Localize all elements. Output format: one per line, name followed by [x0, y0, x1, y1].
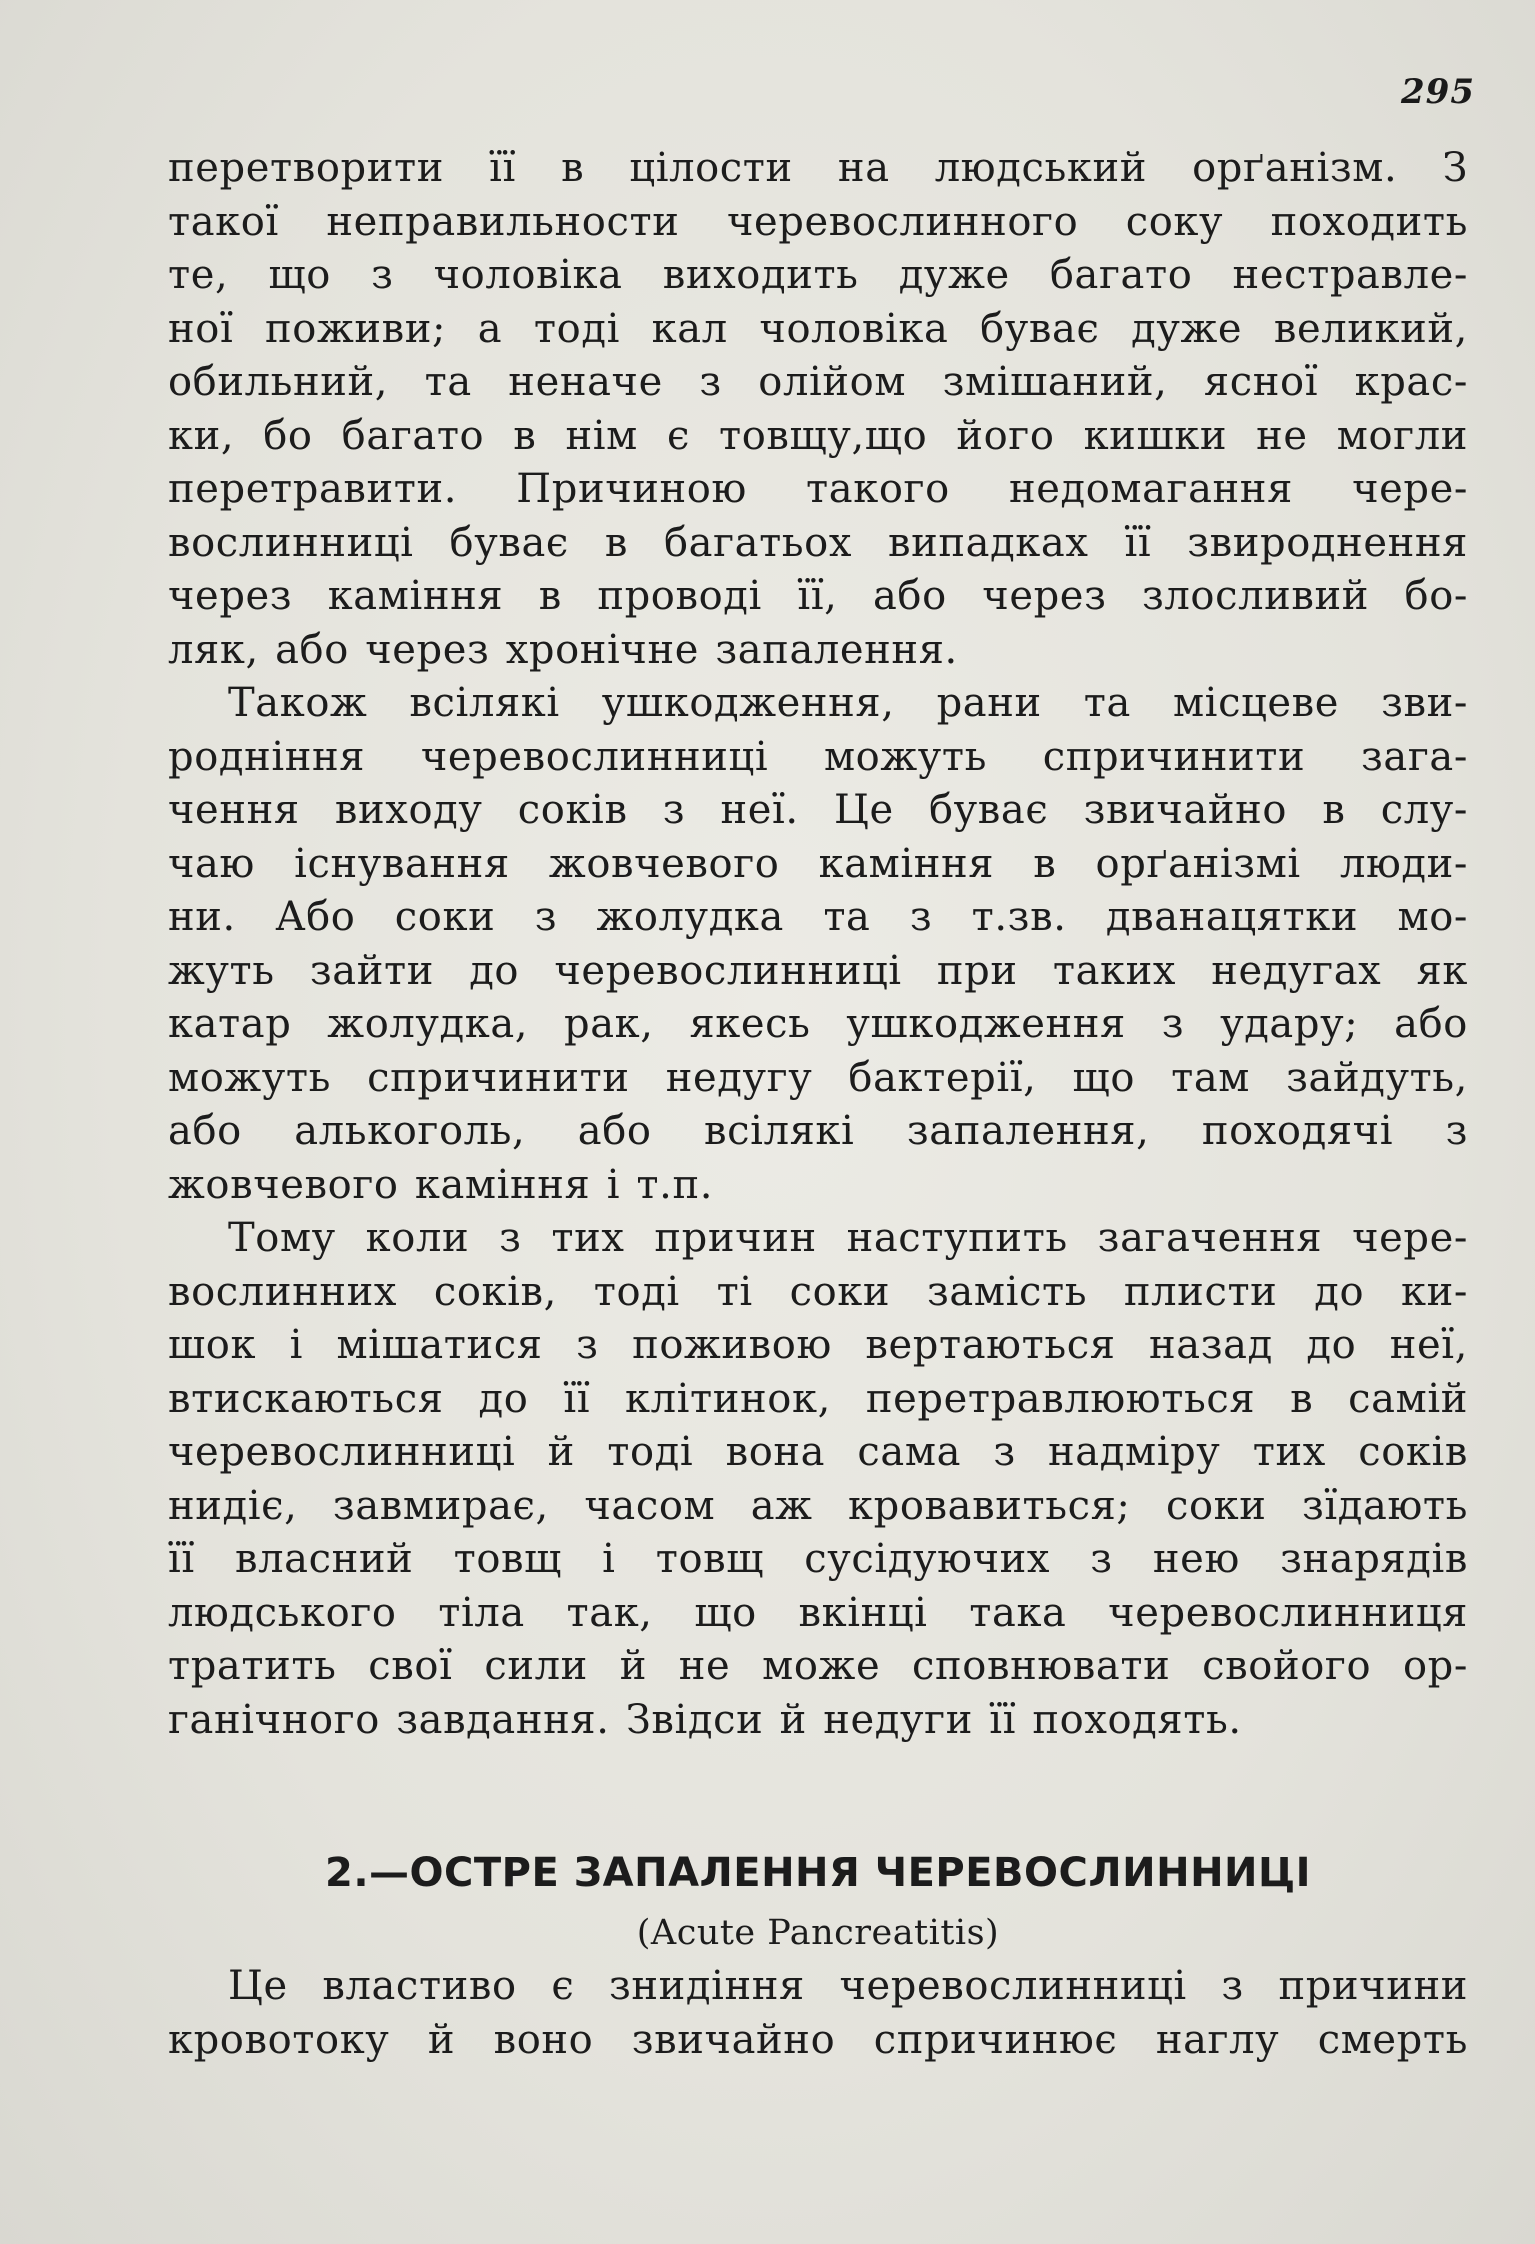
text-line: перетворити її в цілости на людський орґанізм. З	[168, 145, 1468, 191]
page-number: 295	[1401, 72, 1475, 112]
text-line: такої неправильности черевослинного соку походить	[168, 198, 1468, 245]
text-line: родніння черевослинниці можуть спричинити зага-	[168, 733, 1468, 780]
text-line: ни. Або соки з жолудка та з т.зв. дванацятки мо-	[168, 894, 1468, 940]
text-line: ляк, або через хронічне запалення.	[168, 626, 958, 673]
text-line: те, що з чоловіка виходить дуже багато нестравле-	[168, 252, 1468, 298]
text-line: нидіє, завмирає, часом аж кровавиться; соки зїдають	[168, 1482, 1468, 1529]
body-text	[168, 142, 1468, 1747]
text-line: вослинних соків, тоді ті соки замість плисти до ки-	[168, 1268, 1468, 1315]
text-line: її власний товщ і товщ сусідуючих з нею знарядів	[168, 1536, 1468, 1582]
text-line: Тому коли з тих причин наступить загачення чере-	[228, 1215, 1468, 1261]
section-subheading: (Acute Pancreatitis)	[636, 1913, 1000, 1953]
section-body-text	[168, 1960, 1468, 2067]
text-line: або алькоголь, або всілякі запалення, походячі з	[168, 1108, 1468, 1154]
text-line: чення виходу соків з неї. Це буває звичайно в слу-	[168, 787, 1468, 833]
section-heading: 2.—ОСТРЕ ЗАПАЛЕННЯ ЧЕРЕВОСЛИННИЦІ	[324, 1850, 1312, 1896]
text-line: черевослинниці й тоді вона сама з надміру тих соків	[168, 1429, 1468, 1475]
text-line: через каміння в проводі її, або через злосливий бо-	[168, 573, 1468, 619]
text-line: чаю існування жовчевого каміння в орґанізмі люди-	[168, 840, 1468, 887]
text-line: Також всілякі ушкодження, рани та місцеве зви-	[228, 680, 1468, 726]
text-line: катар жолудка, рак, якесь ушкодження з удару; або	[168, 1001, 1468, 1047]
text-line: ганічного завдання. Звідси й недуги її походять.	[168, 1696, 1242, 1743]
text-line: людського тіла так, що вкінці така черевослинниця	[168, 1589, 1468, 1636]
text-line: ки, бо багато в нім є товщу,що його кишки не могли	[168, 412, 1468, 459]
text-line: тратить свої сили й не може сповнювати свойого ор-	[168, 1643, 1468, 1689]
text-line: шок і мішатися з поживою вертаються назад до неї,	[168, 1322, 1468, 1368]
text-line: кровотоку й воно звичайно спричинює наглу смерть	[168, 2016, 1468, 2063]
text-line: ної поживи; а тоді кал чоловіка буває дуже великий,	[168, 305, 1468, 352]
text-line: Це властиво є знидіння черевослинниці з причини	[228, 1963, 1468, 2009]
text-line: жовчевого каміння і т.п.	[168, 1161, 714, 1208]
text-line: обильний, та неначе з олійом змішаний, ясної крас-	[168, 359, 1468, 405]
text-line: можуть спричинити недугу бактерії, що там зайдуть,	[168, 1054, 1468, 1101]
text-line: жуть зайти до черевослинниці при таких недугах як	[168, 947, 1468, 994]
text-line: перетравити. Причиною такого недомагання чере-	[168, 466, 1468, 512]
text-line: втискаються до її клітинок, перетравлюються в самій	[168, 1375, 1468, 1422]
text-line: вослинниці буває в багатьох випадках її звироднення	[168, 519, 1468, 566]
